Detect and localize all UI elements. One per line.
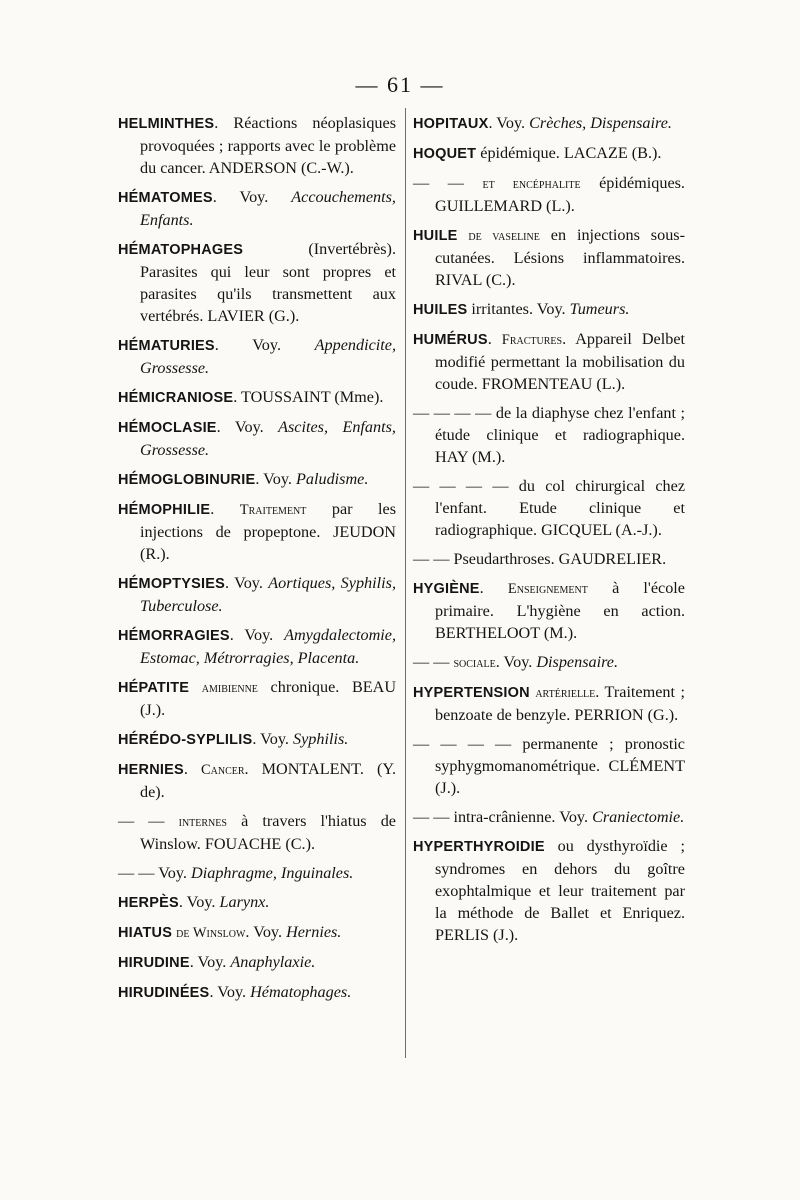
entry-text: ou dysthyroïdie ; syndromes en dehors du goître exophtalmique et leur traitement par la méthode de Ballet et Enriquez. PERLIS (J.). bbox=[435, 837, 685, 944]
entry-text: Voy. bbox=[158, 864, 192, 882]
entry-crossref: Appendicite, Grossesse. bbox=[140, 336, 396, 377]
entry-text: Voy. bbox=[263, 470, 296, 488]
entry-headword: HÉMATOMES bbox=[118, 190, 213, 206]
entry-separator: — — — — bbox=[413, 477, 519, 495]
index-entry bbox=[118, 921, 396, 944]
entry-text: à travers l'hiatus de Winslow. FOUACHE (C.). bbox=[140, 812, 396, 853]
entry-separator: . bbox=[487, 330, 502, 348]
entry-separator: . bbox=[255, 470, 264, 488]
entry-separator: . bbox=[488, 114, 497, 132]
entry-separator: — — bbox=[118, 812, 179, 830]
entry-text: en injections sous-cutanées. Lésions inflammatoires. RIVAL (C.). bbox=[435, 226, 685, 289]
entry-separator: . bbox=[233, 388, 241, 406]
entry-headword: HÉMATURIES bbox=[118, 338, 215, 354]
page-number: — 61 — bbox=[355, 72, 445, 97]
entry-subheading: de vaseline bbox=[468, 228, 540, 244]
index-entry bbox=[118, 334, 396, 379]
entry-crossref: Amygdalectomie, Estomac, Métrorragies, Placenta. bbox=[140, 626, 396, 667]
index-entry bbox=[118, 498, 396, 565]
entry-text: épidémiques. GUILLEMARD (L.). bbox=[435, 174, 685, 215]
entry-separator: — — bbox=[413, 550, 454, 568]
entry-crossref: Crèches, Dispensaire. bbox=[529, 114, 672, 132]
entry-crossref: Ascites, Enfants, Grossesse. bbox=[140, 418, 396, 459]
index-entry bbox=[118, 416, 396, 461]
index-entry bbox=[118, 951, 396, 974]
index-entry bbox=[413, 112, 685, 135]
entry-subheading: et encéphalite bbox=[482, 176, 581, 192]
entry-crossref: Paludisme. bbox=[296, 470, 369, 488]
entry-separator: . bbox=[252, 730, 261, 748]
index-entry bbox=[413, 577, 685, 644]
entry-separator bbox=[189, 678, 202, 696]
entry-headword: HERNIES bbox=[118, 762, 184, 778]
entry-separator bbox=[545, 837, 558, 855]
entry-separator: . bbox=[178, 893, 187, 911]
index-entry bbox=[413, 806, 685, 828]
entry-separator: — — bbox=[413, 174, 483, 192]
entry-text: à l'école primaire. L'hygiène en action. BERTHELOOT (M.). bbox=[435, 579, 685, 642]
entry-headword: HOQUET bbox=[413, 146, 477, 162]
entry-subheading: artérielle bbox=[535, 685, 596, 701]
entry-crossref: Diaphragme, Inguinales. bbox=[191, 864, 354, 882]
entry-text: Voy. bbox=[217, 983, 251, 1001]
entry-text: (Invertébrès). Parasites qui leur sont propres et parasites qu'ils transmettent aux vertébrés. LAVIER (G.). bbox=[140, 240, 396, 325]
entry-text: Voy. bbox=[197, 953, 231, 971]
index-entry bbox=[118, 728, 396, 751]
entry-text: Voy. bbox=[244, 626, 285, 644]
entry-separator: . bbox=[229, 626, 245, 644]
entry-crossref: Anaphylaxie. bbox=[230, 953, 316, 971]
entry-headword: HÉPATITE bbox=[118, 680, 190, 696]
entry-text: . Voy. bbox=[495, 653, 537, 671]
entry-crossref: Larynx. bbox=[219, 893, 270, 911]
entry-crossref: Accouchements, Enfants. bbox=[140, 188, 396, 229]
index-entry bbox=[118, 386, 396, 409]
entry-headword: HYPERTHYROIDIE bbox=[413, 839, 545, 855]
index-entry bbox=[118, 758, 396, 803]
entry-text: de la diaphyse chez l'enfant ; étude clinique et radiographique. HAY (M.). bbox=[435, 404, 685, 466]
entry-headword: HYPERTENSION bbox=[413, 685, 530, 701]
index-entry bbox=[413, 835, 685, 946]
entry-crossref: Craniectomie. bbox=[592, 808, 685, 826]
entry-text: . Voy. bbox=[245, 923, 287, 941]
index-entry bbox=[118, 624, 396, 669]
index-entry bbox=[118, 572, 396, 617]
entry-text: . MONTALENT. (Y. de). bbox=[140, 760, 397, 801]
entry-crossref: Hématophages. bbox=[250, 983, 352, 1001]
index-entry bbox=[413, 402, 685, 468]
entry-headword: HÉMOGLOBINURIE bbox=[118, 472, 256, 488]
entry-headword: HERPÈS bbox=[118, 895, 179, 911]
entry-separator: . bbox=[209, 983, 218, 1001]
index-entry bbox=[118, 891, 396, 914]
entry-subheading: Cancer bbox=[200, 762, 245, 778]
entry-crossref: Syphilis. bbox=[292, 730, 349, 748]
index-entry bbox=[413, 548, 685, 570]
entry-separator: . bbox=[210, 500, 240, 518]
index-entry bbox=[118, 981, 396, 1004]
entry-separator: . bbox=[214, 114, 234, 132]
entry-headword: HIATUS bbox=[118, 925, 173, 941]
entry-text: Voy. bbox=[252, 336, 315, 354]
entry-headword: HELMINTHES bbox=[118, 116, 215, 132]
left-column bbox=[118, 112, 396, 1011]
entry-subheading: internes bbox=[178, 814, 227, 830]
entry-separator: . bbox=[212, 188, 240, 206]
entry-separator: — — — — bbox=[413, 735, 523, 753]
index-entry bbox=[413, 172, 685, 217]
entry-subheading: sociale bbox=[453, 655, 496, 671]
entry-subheading: de Winslow bbox=[176, 925, 246, 941]
entry-headword: HOPITAUX bbox=[413, 116, 489, 132]
index-entry bbox=[118, 676, 396, 721]
entry-text: par les injections de propeptone. JEUDON (R.). bbox=[140, 500, 397, 563]
index-entry bbox=[413, 328, 685, 395]
entry-separator: . bbox=[224, 574, 235, 592]
entry-crossref: Dispensaire. bbox=[536, 653, 619, 671]
entry-text: Voy. bbox=[260, 730, 293, 748]
index-entry bbox=[413, 142, 685, 165]
entry-headword: HUMÉRUS bbox=[413, 332, 488, 348]
entry-headword: HÉMORRAGIES bbox=[118, 628, 230, 644]
entry-text: irritantes. Voy. bbox=[471, 300, 570, 318]
entry-headword: HUILE bbox=[413, 228, 458, 244]
entry-text: Voy. bbox=[239, 188, 292, 206]
entry-text: épidémique. LACAZE (B.). bbox=[480, 144, 662, 162]
entry-subheading: Fractures bbox=[501, 332, 563, 348]
entry-headword: HUILES bbox=[413, 302, 468, 318]
entry-headword: HIRUDINE bbox=[118, 955, 190, 971]
entry-subheading: amibienne bbox=[201, 680, 258, 696]
entry-separator bbox=[458, 226, 469, 244]
entry-separator: . bbox=[216, 418, 235, 436]
entry-separator: — — bbox=[413, 653, 454, 671]
entry-separator: — — bbox=[413, 808, 454, 826]
index-entry bbox=[118, 186, 396, 231]
entry-separator: . bbox=[189, 953, 198, 971]
entry-text: permanente ; pronostic syphygmomanométrique. CLÉMENT (J.). bbox=[435, 735, 685, 797]
entry-crossref: Tumeurs. bbox=[569, 300, 630, 318]
entry-separator: — — bbox=[118, 864, 159, 882]
entry-separator: — — — — bbox=[413, 404, 496, 422]
entry-text: TOUSSAINT (Mme). bbox=[241, 388, 384, 406]
entry-text: Voy. bbox=[234, 574, 269, 592]
entry-headword: HÉMOPHILIE bbox=[118, 502, 211, 518]
entry-separator: . bbox=[214, 336, 253, 354]
entry-text: Voy. bbox=[234, 418, 279, 436]
right-column bbox=[413, 112, 685, 953]
entry-subheading: Traitement bbox=[239, 502, 307, 518]
entry-headword: HÉRÉDO-SYPLILIS bbox=[118, 732, 253, 748]
index-entry bbox=[118, 112, 396, 179]
entry-text: Pseudarthroses. GAUDRELIER. bbox=[453, 550, 667, 568]
entry-separator: . bbox=[183, 760, 201, 778]
index-entry bbox=[413, 733, 685, 799]
entry-separator: . bbox=[479, 579, 508, 597]
index-entry bbox=[118, 862, 396, 884]
entry-headword: HÉMICRANIOSE bbox=[118, 390, 234, 406]
entry-text: . Traitement ; benzoate de benzyle. PERRION (G.). bbox=[435, 683, 685, 724]
index-entry bbox=[413, 298, 685, 321]
entry-headword: HÉMOPTYSIES bbox=[118, 576, 225, 592]
entry-subheading: Enseignement bbox=[507, 581, 588, 597]
entry-crossref: Aortiques, Syphilis, Tuberculose. bbox=[140, 574, 396, 615]
entry-text: . Appareil Delbet modifié permettant la mobilisation du coude. FROMENTEAU (L.). bbox=[435, 330, 685, 393]
index-entry bbox=[413, 681, 685, 726]
entry-headword: HYGIÈNE bbox=[413, 581, 480, 597]
entry-headword: HÉMOCLASIE bbox=[118, 420, 217, 436]
entry-text: intra-crânienne. Voy. bbox=[453, 808, 593, 826]
entry-headword: HIRUDINÉES bbox=[118, 985, 210, 1001]
entry-crossref: Hernies. bbox=[286, 923, 342, 941]
index-entry bbox=[118, 468, 396, 491]
entry-separator bbox=[243, 240, 308, 258]
entry-text: du col chirurgical chez l'enfant. Etude clinique et radiographique. GICQUEL (A.-J.). bbox=[435, 477, 686, 539]
index-entry bbox=[413, 475, 685, 541]
entry-text: Voy. bbox=[496, 114, 530, 132]
index-entry bbox=[118, 238, 396, 327]
index-entry bbox=[413, 224, 685, 291]
column-divider bbox=[405, 108, 406, 1058]
entry-text: Voy. bbox=[186, 893, 220, 911]
entry-text: chronique. BEAU (J.). bbox=[140, 678, 397, 719]
entry-headword: HÉMATOPHAGES bbox=[118, 242, 244, 258]
index-entry bbox=[413, 651, 685, 674]
index-entry bbox=[118, 810, 396, 855]
entry-text: Réactions néoplasiques provoquées ; rapports avec le problème du cancer. ANDERSON (C.-W.). bbox=[140, 114, 396, 177]
